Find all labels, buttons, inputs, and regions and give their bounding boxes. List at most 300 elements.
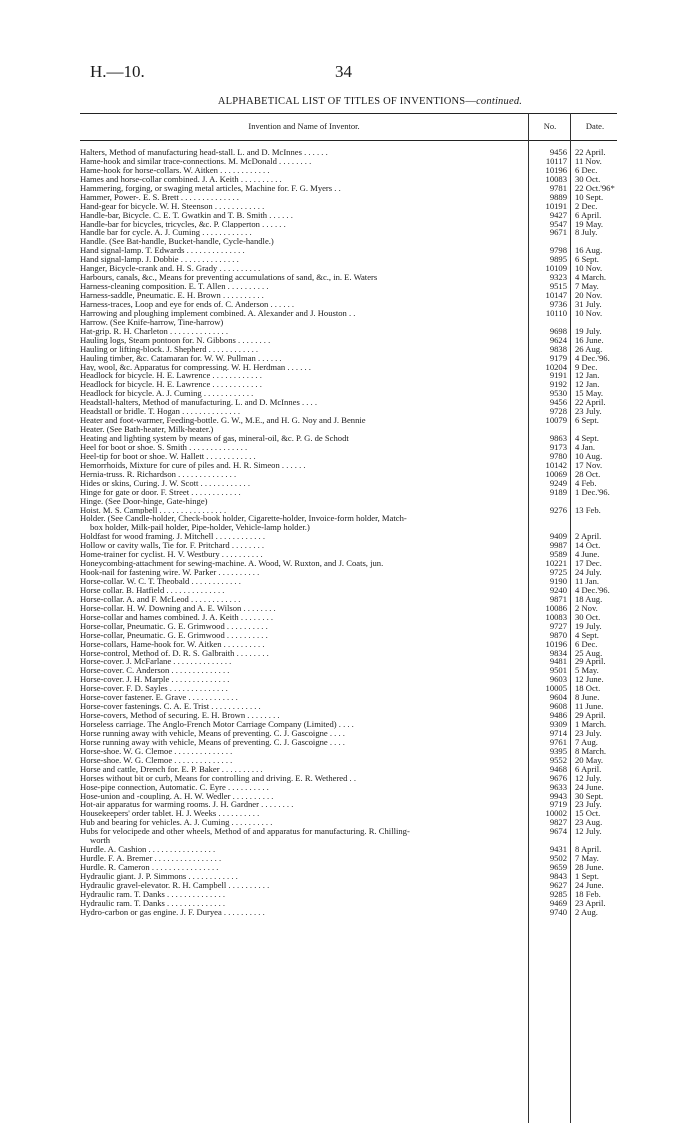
invention-date: 24 June. <box>575 879 604 890</box>
table-row <box>80 854 617 863</box>
invention-date: 23 July. <box>575 727 602 738</box>
invention-date: 23 July. <box>575 799 602 810</box>
invention-date: 18 Aug. <box>575 593 603 604</box>
table-row <box>80 452 617 461</box>
invention-title: Horses without bit or curb, Means for controlling and driving. E. R. Wethered . . <box>80 773 357 783</box>
invention-date: 12 July. <box>575 772 602 783</box>
invention-date: 11 Jan. <box>575 576 600 586</box>
invention-number: 10079 <box>545 415 567 426</box>
title-continued: continued. <box>476 96 523 107</box>
invention-number: 9323 <box>549 272 567 283</box>
invention-number: 9863 <box>549 433 567 443</box>
table-row <box>80 863 617 872</box>
table-row <box>80 461 617 470</box>
table-row <box>80 363 617 372</box>
invention-title: Headstall or bridle. T. Hogan . . . . . . . . . . . . . . <box>80 407 241 417</box>
table-row <box>80 631 617 640</box>
invention-title: Handle-bar for bicycles, tricycles, &c. P. Clapperton . . . . . . <box>80 219 286 229</box>
table-row <box>80 228 617 237</box>
invention-title: Home-trainer for cyclist. H. V. Westbury . . . . . . . . . . <box>80 550 263 560</box>
invention-number: 9530 <box>549 388 567 399</box>
column-header-no: No. <box>543 121 557 131</box>
invention-date: 28 June. <box>575 862 604 872</box>
invention-title: Horse collar. B. Hatfield . . . . . . . . . . . . . . <box>80 585 225 595</box>
title-main: ALPHABETICAL LIST OF TITLES OF INVENTIONS— <box>217 96 477 107</box>
invention-number: 9608 <box>549 701 567 712</box>
table-row <box>80 702 617 711</box>
invention-number: 9191 <box>549 370 567 381</box>
table-row <box>80 318 617 327</box>
invention-number: 10110 <box>545 307 567 318</box>
table-row <box>80 282 617 291</box>
invention-title: Hame-hook and similar trace-connections. M. McDonald . . . . . . . . <box>80 156 312 166</box>
invention-title: Heater and foot-warmer, Feeding-bottle. G. W., M.E., and H. G. Noy and J. Bennie <box>80 416 366 426</box>
invention-date: 4 Dec.'96. <box>575 352 610 363</box>
invention-date: 4 Sept. <box>575 629 599 640</box>
invention-date: 6 April. <box>575 763 602 774</box>
table-row <box>80 202 617 211</box>
invention-number: 9780 <box>549 450 567 461</box>
invention-number: 9427 <box>549 209 567 220</box>
invention-title: Hollow or cavity walls, Tie for. F. Pritchard . . . . . . . . <box>80 541 265 551</box>
invention-date: 4 March. <box>575 272 607 283</box>
invention-number: 9456 <box>549 397 567 408</box>
invention-number: 10005 <box>545 683 567 694</box>
invention-date: 17 Nov. <box>575 459 603 470</box>
invention-title: Horse-collar, Pneumatic. G. E. Grimwood . . . . . . . . . . <box>80 621 268 631</box>
invention-title: Halters, Method of manufacturing head-stall. L. and D. McInnes . . . . . . <box>80 148 328 157</box>
invention-title: Hot-air apparatus for warming rooms. J. H. Gardner . . . . . . . . <box>80 800 294 810</box>
table-row <box>80 380 617 389</box>
invention-title: Hydraulic ram. T. Danks . . . . . . . . . . . . . . <box>80 898 226 908</box>
invention-title: Hoist. M. S. Campbell . . . . . . . . . . . . . . . . <box>80 505 227 515</box>
invention-date: 16 June. <box>575 334 604 345</box>
invention-number: 9190 <box>549 576 567 586</box>
invention-number: 9179 <box>549 352 567 363</box>
table-row <box>80 890 617 899</box>
invention-date: 30 Sept. <box>575 790 604 801</box>
table-row <box>80 488 617 497</box>
table-row <box>80 845 617 854</box>
invention-title: worth <box>90 836 111 846</box>
invention-date: 12 Jan. <box>575 370 600 381</box>
invention-number: 9827 <box>549 817 567 828</box>
invention-title: Hand-gear for bicycle. W. H. Steenson . . . . . . . . . . . . <box>80 201 265 211</box>
table-row <box>80 640 617 649</box>
invention-date: 30 Oct. <box>575 173 601 184</box>
invention-date: 19 May. <box>575 218 604 229</box>
table-row <box>80 389 617 398</box>
invention-date: 8 March. <box>575 745 607 756</box>
table-row <box>80 881 617 890</box>
invention-number: 9725 <box>549 567 567 578</box>
invention-title: Hinge for gate or door. F. Street . . . . . . . . . . . . <box>80 487 241 497</box>
table-row <box>80 792 617 801</box>
table-row <box>80 711 617 720</box>
invention-date: 2 Nov. <box>575 602 598 613</box>
invention-date: 8 June. <box>575 692 600 703</box>
invention-date: 29 April. <box>575 656 606 667</box>
column-header-invention: Invention and Name of Inventor. <box>248 121 360 131</box>
invention-date: 4 Jan. <box>575 441 596 452</box>
table-row <box>80 443 617 452</box>
page-header <box>90 62 650 82</box>
table-row <box>80 371 617 380</box>
invention-title: Horse and cattle, Drench for. E. P. Baker . . . . . . . . . . <box>80 764 263 774</box>
invention-number: 9481 <box>549 656 567 667</box>
invention-date: 11 Nov. <box>575 155 602 166</box>
invention-date: 7 May. <box>575 281 599 292</box>
table-row <box>80 550 617 559</box>
invention-number: 9834 <box>549 647 567 658</box>
invention-number: 9659 <box>549 862 567 872</box>
invention-date: 9 Dec. <box>575 361 598 372</box>
invention-title: Horse-collar and hames combined. J. A. Keith . . . . . . . . <box>80 612 274 622</box>
invention-title: Headlock for bicycle. H. E. Lawrence . . . . . . . . . . . . <box>80 371 262 381</box>
invention-title: Horse-collar. H. W. Downing and A. E. Wilson . . . . . . . . <box>80 603 276 613</box>
table-row <box>80 264 617 273</box>
invention-date: 19 July. <box>575 620 602 631</box>
invention-number: 9240 <box>549 584 567 595</box>
invention-date: 20 Nov. <box>575 290 603 300</box>
invention-title: Hurdle. F. A. Bremer . . . . . . . . . . . . . . . . <box>80 854 222 864</box>
table-row <box>80 148 617 157</box>
invention-title: Heater. (See Bath-heater, Milk-heater.) <box>80 425 214 435</box>
invention-title: Hub and bearing for vehicles. A. J. Cuming . . . . . . . . . . <box>80 818 273 828</box>
invention-date: 14 Oct. <box>575 540 601 551</box>
invention-title: Horse-shoe. W. G. Clemoe . . . . . . . . . . . . . . <box>80 755 233 765</box>
table-row <box>80 693 617 702</box>
page-number: 34 <box>335 62 352 81</box>
invention-title: Heel for boot or shoe. S. Smith . . . . . . . . . . . . . . <box>80 442 248 452</box>
table-row <box>80 416 617 425</box>
invention-title: Hanger, Bicycle-crank and. H. S. Grady . . . . . . . . . . <box>80 264 261 274</box>
invention-number: 9409 <box>549 531 567 542</box>
table-row <box>80 756 617 765</box>
invention-title: Horse-collar. A. and F. McLeod . . . . . . . . . . . . <box>80 594 241 604</box>
table-row <box>80 327 617 336</box>
invention-date: 1 Sept. <box>575 870 599 881</box>
invention-date: 10 Aug. <box>575 450 603 461</box>
invention-title: Horse-collars, Hame-hook for. W. Aitken . . . . . . . . . . <box>80 639 265 649</box>
invention-title: Hammer, Power-. E. S. Brett . . . . . . . . . . . . . . <box>80 192 239 202</box>
invention-title: Hydraulic gravel-elevator. R. H. Campbell . . . . . . . . . . <box>80 880 270 890</box>
table-row <box>80 175 617 184</box>
invention-number: 9309 <box>549 719 567 729</box>
table-row <box>80 479 617 488</box>
invention-number: 10191 <box>545 200 567 211</box>
invention-title: Hurdle. R. Cameron . . . . . . . . . . . . . . . . <box>80 863 219 872</box>
invention-title: Hose-pipe connection, Automatic. C. Eyre . . . . . . . . . . <box>80 782 269 792</box>
invention-date: 5 May. <box>575 665 599 676</box>
invention-number: 9285 <box>549 888 567 899</box>
table-row <box>80 255 617 264</box>
invention-title: Hand signal-lamp. T. Edwards . . . . . . . . . . . . . . <box>80 246 245 256</box>
invention-title: Hauling timber, &c. Catamaran for. W. W. Pullman . . . . . . <box>80 353 282 363</box>
invention-title: Hauling logs, Steam pontoon for. N. Gibbons . . . . . . . . <box>80 335 271 345</box>
invention-number: 10083 <box>545 173 567 184</box>
table-row <box>80 783 617 792</box>
invention-title: Hand signal-lamp. J. Dobbie . . . . . . . . . . . . . . <box>80 255 239 265</box>
table-row <box>80 738 617 747</box>
invention-number: 10196 <box>545 638 567 649</box>
invention-title: Heating and lighting system by means of gas, mineral-oil, &c. P. G. de Schodt <box>80 434 349 443</box>
invention-number: 10142 <box>545 459 567 470</box>
table-row <box>80 872 617 881</box>
invention-title: Headstall-halters, Method of manufacturing. L. and D. McInnes . . . . <box>80 398 317 408</box>
table-row <box>80 425 617 434</box>
invention-number: 9838 <box>549 343 567 354</box>
invention-date: 15 Oct. <box>575 808 601 819</box>
invention-number: 9671 <box>549 227 567 238</box>
table-row <box>80 193 617 202</box>
table-row <box>80 166 617 175</box>
table-row <box>80 497 617 506</box>
invention-title: Hydro-carbon or gas engine. J. F. Duryea . . . . . . . . . . <box>80 907 265 917</box>
invention-number: 9469 <box>549 897 567 908</box>
invention-number: 9674 <box>549 826 567 837</box>
invention-title: Holder. (See Candle-holder, Check-book holder, Cigarette-holder, Invoice-form holder, Match- <box>80 514 407 524</box>
table-row <box>80 818 617 827</box>
table-row <box>80 291 617 300</box>
table-header <box>80 113 617 141</box>
table-row <box>80 595 617 604</box>
invention-title: Headlock for bicycle. H. E. Lawrence . . . . . . . . . . . . <box>80 380 262 390</box>
invention-date: 6 Dec. <box>575 164 598 175</box>
invention-date: 23 July. <box>575 406 602 417</box>
table-body <box>80 148 617 917</box>
invention-date: 18 Oct. <box>575 683 601 694</box>
invention-date: 6 Sept. <box>575 415 599 426</box>
table-row <box>80 657 617 666</box>
page-title <box>90 96 650 107</box>
invention-number: 10147 <box>545 290 567 300</box>
invention-number: 9249 <box>549 477 567 488</box>
table-row <box>80 899 617 908</box>
invention-date: 23 Aug. <box>575 817 603 828</box>
table-row <box>80 336 617 345</box>
invention-date: 26 Aug. <box>575 343 603 354</box>
invention-number: 9502 <box>549 853 567 864</box>
table-row <box>80 541 617 550</box>
invention-date: 19 July. <box>575 325 602 336</box>
table-row <box>80 622 617 631</box>
table-row <box>80 568 617 577</box>
invention-title: Hemorrhoids, Mixture for cure of piles and. H. R. Simeon . . . . . . <box>80 460 306 470</box>
invention-title: Horseless carriage. The Anglo-French Motor Carriage Company (Limited) . . . . <box>80 720 354 729</box>
invention-number: 9189 <box>549 486 567 497</box>
invention-title: Hydraulic giant. J. P. Simmons . . . . . . . . . . . . <box>80 871 238 881</box>
invention-date: 28 Oct. <box>575 468 601 479</box>
invention-number: 10002 <box>545 808 567 819</box>
invention-date: 12 June. <box>575 674 604 685</box>
invention-number: 9468 <box>549 763 567 774</box>
invention-title: Hinge. (See Door-hinge, Gate-hinge) <box>80 496 208 506</box>
invention-title: Handle. (See Bat-handle, Bucket-handle, Cycle-handle.) <box>80 237 274 247</box>
invention-title: Horse-shoe. W. G. Clemoe . . . . . . . . . . . . . . <box>80 746 233 756</box>
invention-title: Handle bar for cycle. A. J. Cuming . . . . . . . . . . . . <box>80 228 252 238</box>
invention-date: 4 Sept. <box>575 433 599 443</box>
invention-number: 10083 <box>545 611 567 622</box>
invention-date: 1 Dec.'96. <box>575 486 610 497</box>
invention-date: 7 Aug. <box>575 736 598 747</box>
invention-date: 30 Oct. <box>575 611 601 622</box>
invention-date: 2 Dec. <box>575 200 598 211</box>
invention-number: 10196 <box>545 164 567 175</box>
invention-number: 9633 <box>549 781 567 792</box>
invention-number: 9276 <box>549 504 567 515</box>
invention-number: 9698 <box>549 325 567 336</box>
invention-date: 10 Nov. <box>575 263 603 274</box>
invention-title: Harness-cleaning composition. E. T. Allen . . . . . . . . . . <box>80 282 269 292</box>
invention-title: Hides or skins, Curing. J. W. Scott . . . . . . . . . . . . <box>80 478 250 488</box>
table-row <box>80 827 617 836</box>
table-row <box>80 309 617 318</box>
table-row <box>80 800 617 809</box>
invention-date: 22 April. <box>575 147 606 157</box>
table-row <box>80 506 617 515</box>
invention-number: 9547 <box>549 218 567 229</box>
table-row <box>80 747 617 756</box>
invention-date: 23 April. <box>575 897 606 908</box>
invention-number: 10069 <box>545 468 567 479</box>
invention-date: 25 Aug. <box>575 647 603 658</box>
invention-date: 10 Sept. <box>575 191 604 202</box>
invention-date: 24 June. <box>575 781 604 792</box>
invention-number: 9870 <box>549 629 567 640</box>
invention-title: Hames and horse-collar combined. J. A. Keith . . . . . . . . . . <box>80 174 282 184</box>
invention-date: 6 April. <box>575 209 602 220</box>
invention-number: 9627 <box>549 879 567 890</box>
table-row <box>80 434 617 443</box>
invention-date: 22 April. <box>575 397 606 408</box>
invention-date: 8 July. <box>575 227 598 238</box>
table-row <box>80 523 617 532</box>
invention-date: 2 Aug. <box>575 906 598 917</box>
invention-date: 1 March. <box>575 719 607 729</box>
invention-title: Hook-nail for fastening wire. W. Parker . . . . . . . . . . <box>80 568 260 578</box>
invention-title: Harbours, canals, &c., Means for preventing accumulations of sand, &c., in. E. Waters <box>80 273 378 283</box>
invention-title: Hose-union and -coupling. A. H. W. Wedler . . . . . . . . . . <box>80 791 274 801</box>
invention-date: 15 May. <box>575 388 604 399</box>
invention-title: Honeycombing-attachment for sewing-machine. A. Wood, W. Ruxton, and J. Coats, jun. <box>80 559 384 569</box>
invention-title: Horse-cover fastenings. C. A. E. Trist . . . . . . . . . . . . <box>80 702 261 712</box>
invention-title: Hat-grip. R. H. Charleton . . . . . . . . . . . . . . <box>80 326 228 336</box>
invention-date: 2 April. <box>575 531 602 542</box>
invention-date: 17 Dec. <box>575 558 602 569</box>
invention-number: 9603 <box>549 674 567 685</box>
invention-title: Hammering, forging, or swaging metal articles, Machine for. F. G. Myers . . <box>80 183 341 193</box>
table-row <box>80 559 617 568</box>
invention-date: 4 Feb. <box>575 477 597 488</box>
table-row <box>80 809 617 818</box>
invention-date: 4 Dec.'96. <box>575 584 610 595</box>
invention-title: Horse-control, Method of. D. R. S. Galbraith . . . . . . . . <box>80 648 269 658</box>
invention-date: 29 April. <box>575 710 606 721</box>
invention-title: Hurdle. A. Cashion . . . . . . . . . . . . . . . . <box>80 845 216 855</box>
invention-number: 9456 <box>549 147 567 157</box>
invention-number: 9624 <box>549 334 567 345</box>
invention-date: 12 Jan. <box>575 379 600 390</box>
invention-number: 9589 <box>549 549 567 560</box>
invention-title: Handle-bar, Bicycle. C. E. T. Gwatkin and T. B. Smith . . . . . . <box>80 210 293 220</box>
table-row <box>80 836 617 845</box>
invention-title: box holder, Milk-pail holder, Pipe-holder, Vehicle-lamp holder.) <box>90 523 310 533</box>
invention-number: 10109 <box>545 263 567 274</box>
invention-number: 9889 <box>549 191 567 202</box>
invention-title: Harrow. (See Knife-harrow, Tine-harrow) <box>80 317 224 327</box>
invention-number: 9798 <box>549 245 567 256</box>
invention-number: 10221 <box>545 558 567 569</box>
table-row <box>80 613 617 622</box>
table-row <box>80 604 617 613</box>
invention-title: Horse-collar. W. C. T. Theobald . . . . . . . . . . . . <box>80 577 241 586</box>
invention-number: 10086 <box>545 602 567 613</box>
invention-date: 6 Sept. <box>575 254 599 265</box>
invention-date: 6 Dec. <box>575 638 598 649</box>
invention-title: Hay, wool, &c. Apparatus for compressing. W. H. Herdman . . . . . . <box>80 362 311 372</box>
invention-number: 9871 <box>549 593 567 604</box>
invention-title: Hernia-truss. R. Richardson . . . . . . . . . . . . . . <box>80 469 237 479</box>
table-row <box>80 220 617 229</box>
invention-date: 4 June. <box>575 549 600 560</box>
invention-date: 7 May. <box>575 853 599 864</box>
invention-date: 22 Oct.'96* <box>575 182 615 193</box>
invention-title: Horse-cover. J. McFarlane . . . . . . . . . . . . . . <box>80 657 232 667</box>
invention-title: Heel-tip for boot or shoe. W. Hallett . . . . . . . . . . . . <box>80 451 256 461</box>
table-row <box>80 354 617 363</box>
document-reference: H.—10. <box>90 62 145 81</box>
inventions-table <box>80 113 617 1123</box>
invention-date: 13 Feb. <box>575 504 601 515</box>
table-row <box>80 720 617 729</box>
invention-number: 9714 <box>549 727 567 738</box>
invention-title: Hubs for velocipede and other wheels, Method of and apparatus for manufacturing. R. Chilling- <box>80 827 410 837</box>
table-row <box>80 398 617 407</box>
table-row <box>80 684 617 693</box>
invention-number: 9943 <box>549 790 567 801</box>
invention-number: 9676 <box>549 772 567 783</box>
table-row <box>80 407 617 416</box>
table-row <box>80 470 617 479</box>
invention-number: 9395 <box>549 745 567 756</box>
invention-date: 16 Aug. <box>575 245 603 256</box>
table-row <box>80 774 617 783</box>
table-row <box>80 586 617 595</box>
invention-number: 9740 <box>549 906 567 917</box>
invention-number: 9843 <box>549 870 567 881</box>
invention-title: Headlock for bicycle. A. J. Cuming . . . . . . . . . . . . <box>80 389 254 399</box>
table-row <box>80 532 617 541</box>
invention-number: 9515 <box>549 281 567 292</box>
invention-title: Horse-cover fastener. E. Grave . . . . . . . . . . . . <box>80 693 238 703</box>
invention-title: Horse running away with vehicle, Means of preventing. C. J. Gascoigne . . . . <box>80 737 345 747</box>
invention-title: Hydraulic ram. T. Danks . . . . . . . . . . . . . . <box>80 889 226 899</box>
invention-number: 9604 <box>549 692 567 703</box>
table-row <box>80 211 617 220</box>
invention-number: 9895 <box>549 254 567 265</box>
invention-number: 9501 <box>549 665 567 676</box>
invention-title: Horse-covers, Method of securing. E. H. Brown . . . . . . . . <box>80 711 280 721</box>
invention-number: 10117 <box>545 155 567 166</box>
table-row <box>80 908 617 917</box>
table-row <box>80 577 617 586</box>
invention-number: 9727 <box>549 620 567 631</box>
invention-number: 9781 <box>549 182 567 193</box>
invention-number: 9192 <box>549 379 567 390</box>
invention-date: 11 June. <box>575 701 604 712</box>
table-row <box>80 729 617 738</box>
